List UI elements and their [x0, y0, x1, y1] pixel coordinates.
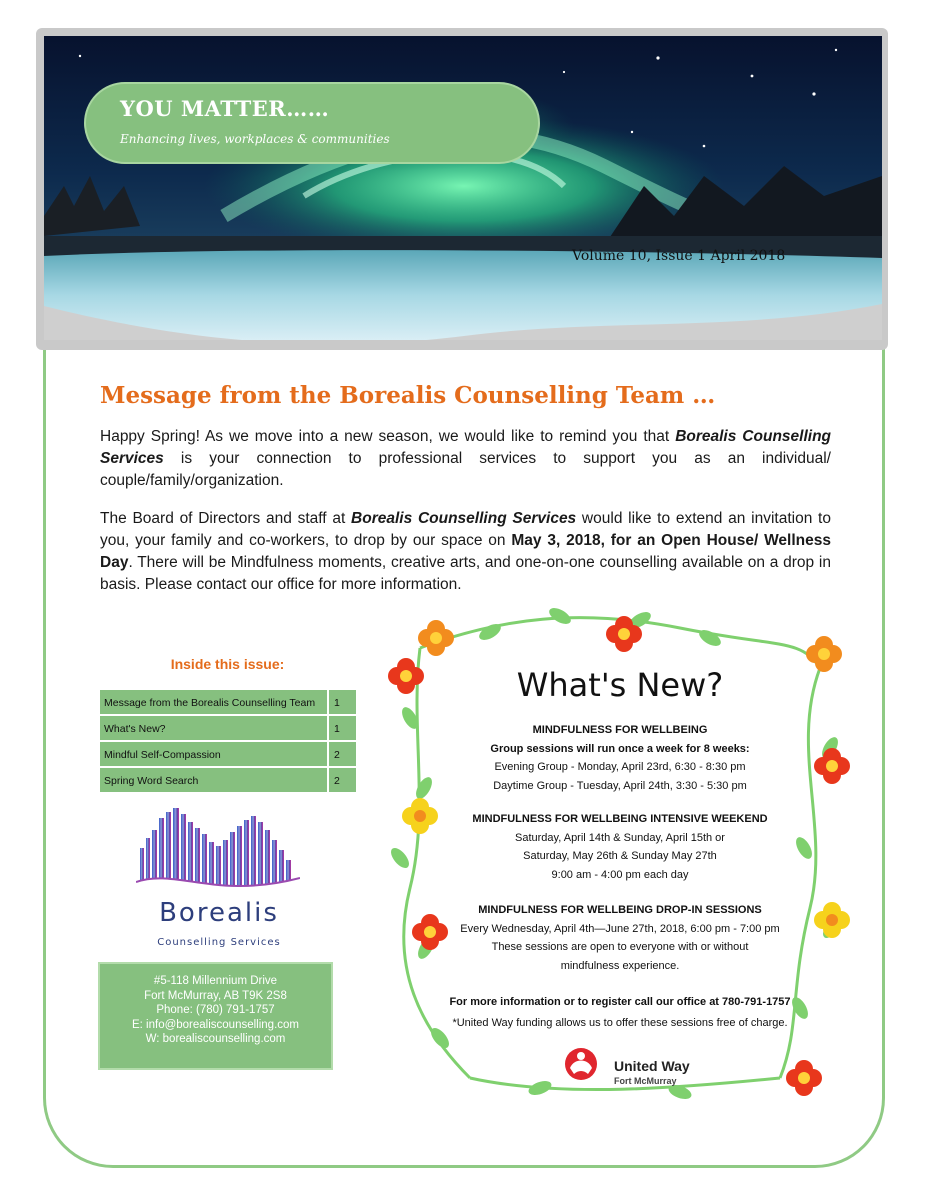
- toc-row: [100, 716, 356, 742]
- block-line: mindfulness experience.: [560, 959, 680, 972]
- contact-email: E: info@borealiscounselling.com: [131, 1018, 299, 1031]
- newsletter-title: YOU MATTER……: [120, 96, 330, 121]
- issue-info: Volume 10, Issue 1 April 2018: [572, 248, 786, 264]
- toc-label: Spring Word Search: [100, 768, 329, 792]
- toc-page: 1: [329, 716, 356, 740]
- contact-box: [98, 962, 333, 1070]
- text-run: is your connection to professional services to support you as an individual/ couple/family/organization.: [100, 450, 831, 489]
- registration-info: For more information or to register call our office at 780-791-1757: [449, 996, 791, 1008]
- block-heading: MINDFULNESS FOR WELLBEING INTENSIVE WEEKEND: [472, 813, 768, 825]
- text-run: May 3, 2018, for an Open House/ Wellness Day: [100, 532, 831, 571]
- mindfulness-weekend-block: [430, 810, 810, 884]
- block-line: These sessions are open to everyone with or without: [491, 941, 749, 953]
- block-heading: MINDFULNESS FOR WELLBEING DROP-IN SESSIONS: [478, 904, 762, 916]
- united-way-location: Fort McMurray: [614, 1076, 677, 1086]
- block-line: Daytime Group - Tuesday, April 24th, 3:30 - 5:30 pm: [493, 779, 747, 792]
- mindfulness-group-block: [430, 721, 810, 795]
- block-line: 9:00 am - 4:00 pm each day: [551, 868, 689, 881]
- contact-website: W: borealiscounselling.com: [145, 1033, 286, 1045]
- title-banner: [84, 82, 540, 164]
- toc-label: What's New?: [100, 716, 329, 740]
- contact-phone: Phone: (780) 791-1757: [156, 1004, 275, 1016]
- toc-page: 2: [329, 742, 356, 766]
- block-line: Every Wednesday, April 4th—June 27th, 2018, 6:00 pm - 7:00 pm: [460, 922, 780, 935]
- toc-page: 2: [329, 768, 356, 792]
- text-run: The Board of Directors and staff at: [100, 510, 352, 527]
- toc-page: 1: [329, 690, 356, 714]
- text-run: Borealis Counselling Services: [100, 428, 832, 467]
- borealis-logo-icon: [136, 808, 300, 896]
- message-heading: Message from the Borealis Counselling Team …: [100, 382, 716, 409]
- toc-row: [100, 690, 356, 716]
- united-way-name: United Way: [614, 1058, 690, 1074]
- toc-row: [100, 742, 356, 768]
- united-way-logo-icon: [564, 1044, 598, 1084]
- block-heading: MINDFULNESS FOR WELLBEING: [532, 724, 708, 736]
- block-line: Saturday, April 14th & Sunday, April 15th or: [515, 831, 725, 844]
- block-subheading: Group sessions will run once a week for 8 weeks:: [490, 742, 750, 755]
- block-line: Saturday, May 26th & Sunday May 27th: [523, 850, 717, 862]
- block-line: Evening Group - Monday, April 23rd, 6:30 - 8:30 pm: [494, 761, 746, 773]
- contact-address: #5-118 Millennium Drive: [153, 975, 278, 987]
- toc-label: Mindful Self-Compassion: [100, 742, 329, 766]
- funding-note: *United Way funding allows us to offer these sessions free of charge.: [452, 1017, 788, 1029]
- table-of-contents: [100, 690, 356, 794]
- text-run: Borealis Counselling Services: [351, 510, 577, 527]
- newsletter-tagline: Enhancing lives, workplaces & communities: [120, 132, 390, 146]
- text-run: Happy Spring! As we move into a new season, we would like to remind you that: [100, 428, 676, 445]
- toc-label: Message from the Borealis Counselling Team: [100, 690, 329, 714]
- inside-issue-title: Inside this issue:: [170, 656, 285, 672]
- text-run: . There will be Mindfulness moments, creative arts, and one-on-one counselling available on a drop in basis. Please contact our office for more information.: [100, 554, 831, 593]
- toc-row: [100, 768, 356, 794]
- mindfulness-dropin-block: [430, 901, 810, 975]
- text-run: would like to extend an invitation to you, your family and co-workers, to drop by our space on: [100, 510, 831, 549]
- contact-city: Fort McMurray, AB T9K 2S8: [144, 989, 287, 1002]
- logo-subtitle: Counselling Services: [157, 937, 281, 948]
- logo-wordmark: Borealis: [159, 898, 279, 928]
- message-paragraph-1: [100, 426, 831, 492]
- message-paragraph-2: [100, 508, 831, 596]
- whats-new-title: What's New?: [516, 666, 724, 704]
